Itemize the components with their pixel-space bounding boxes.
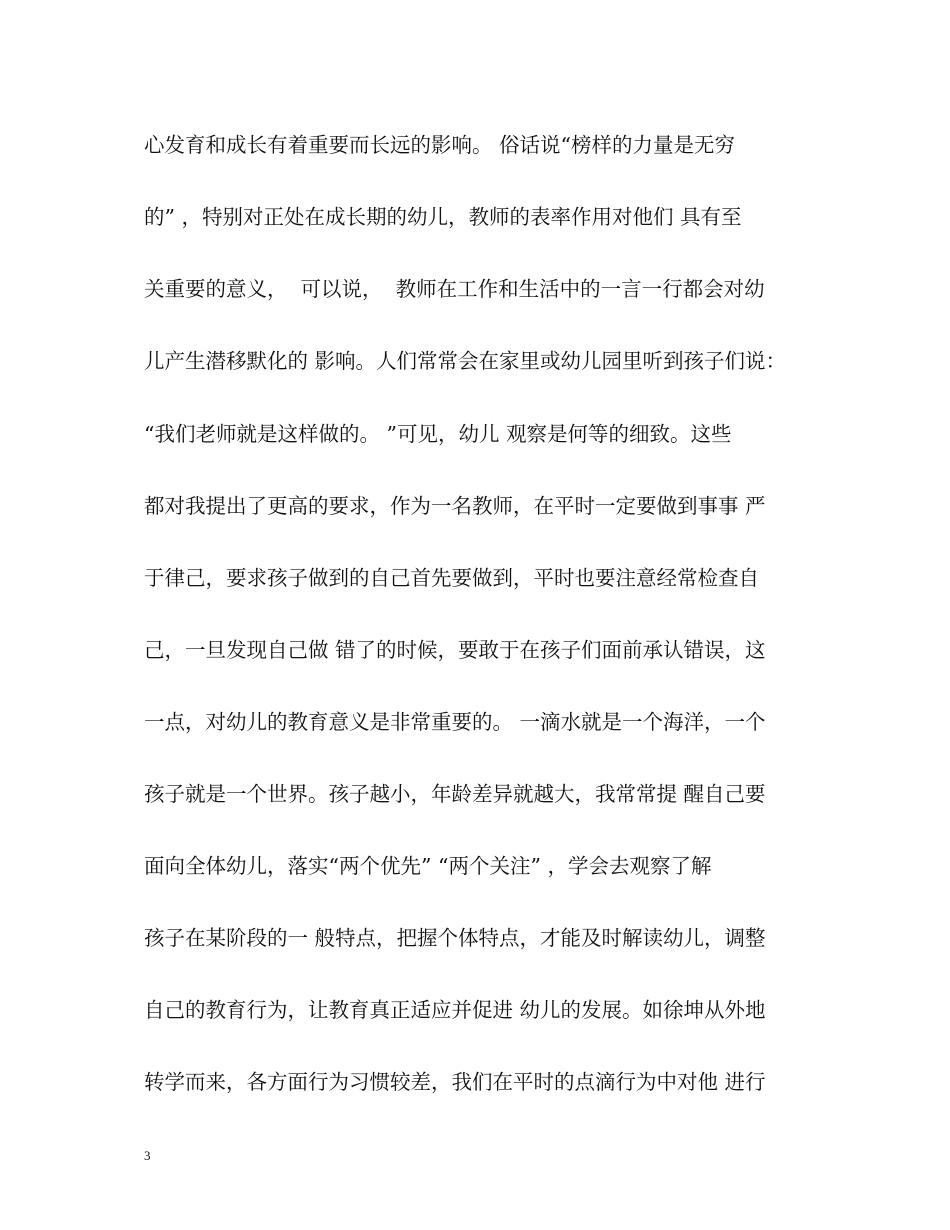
text-line-3: 关重要的意义， 可以说， 教师在工作和生活中的一言一行都会对幼 <box>144 277 765 301</box>
text-line-10: 孩子就是一个世界。孩子越小，年龄差异就越大，我常常提 醒自己要 <box>144 782 766 806</box>
text-line-6: 都对我提出了更高的要求，作为一名教师，在平时一定要做到事事 严 <box>144 494 766 518</box>
text-line-11: 面向全体幼儿，落实“两个优先” “两个关注” ，学会去观察了解 <box>144 854 712 878</box>
text-line-5: “我们老师就是这样做的。 ”可见，幼儿 观察是何等的细致。这些 <box>144 422 732 446</box>
text-line-7: 于律己，要求孩子做到的自己首先要做到，平时也要注意经常检查自 <box>144 566 759 590</box>
text-line-8: 己，一旦发现自己做 错了的时候，要敢于在孩子们面前承认错误，这 <box>144 638 766 662</box>
text-line-2: 的” ，特别对正处在成长期的幼儿，教师的表率作用对他们 具有至 <box>144 205 742 229</box>
text-line-13: 自己的教育行为，让教育真正适应并促进 幼儿的发展。如徐坤从外地 <box>144 998 766 1022</box>
text-line-14: 转学而来，各方面行为习惯较差，我们在平时的点滴行为中对他 进行 <box>144 1070 766 1094</box>
text-line-1: 心发育和成长有着重要而长远的影响。 俗话说“榜样的力量是无穷 <box>144 133 735 157</box>
text-line-4: 儿产生潜移默化的 影响。人们常常会在家里或幼儿园里听到孩子们说： <box>144 349 787 373</box>
text-line-12: 孩子在某阶段的一 般特点，把握个体特点，才能及时解读幼儿，调整 <box>144 926 766 950</box>
page-number: 3 <box>144 1148 151 1163</box>
text-line-9: 一点，对幼儿的教育意义是非常重要的。 一滴水就是一个海洋，一个 <box>144 710 766 734</box>
